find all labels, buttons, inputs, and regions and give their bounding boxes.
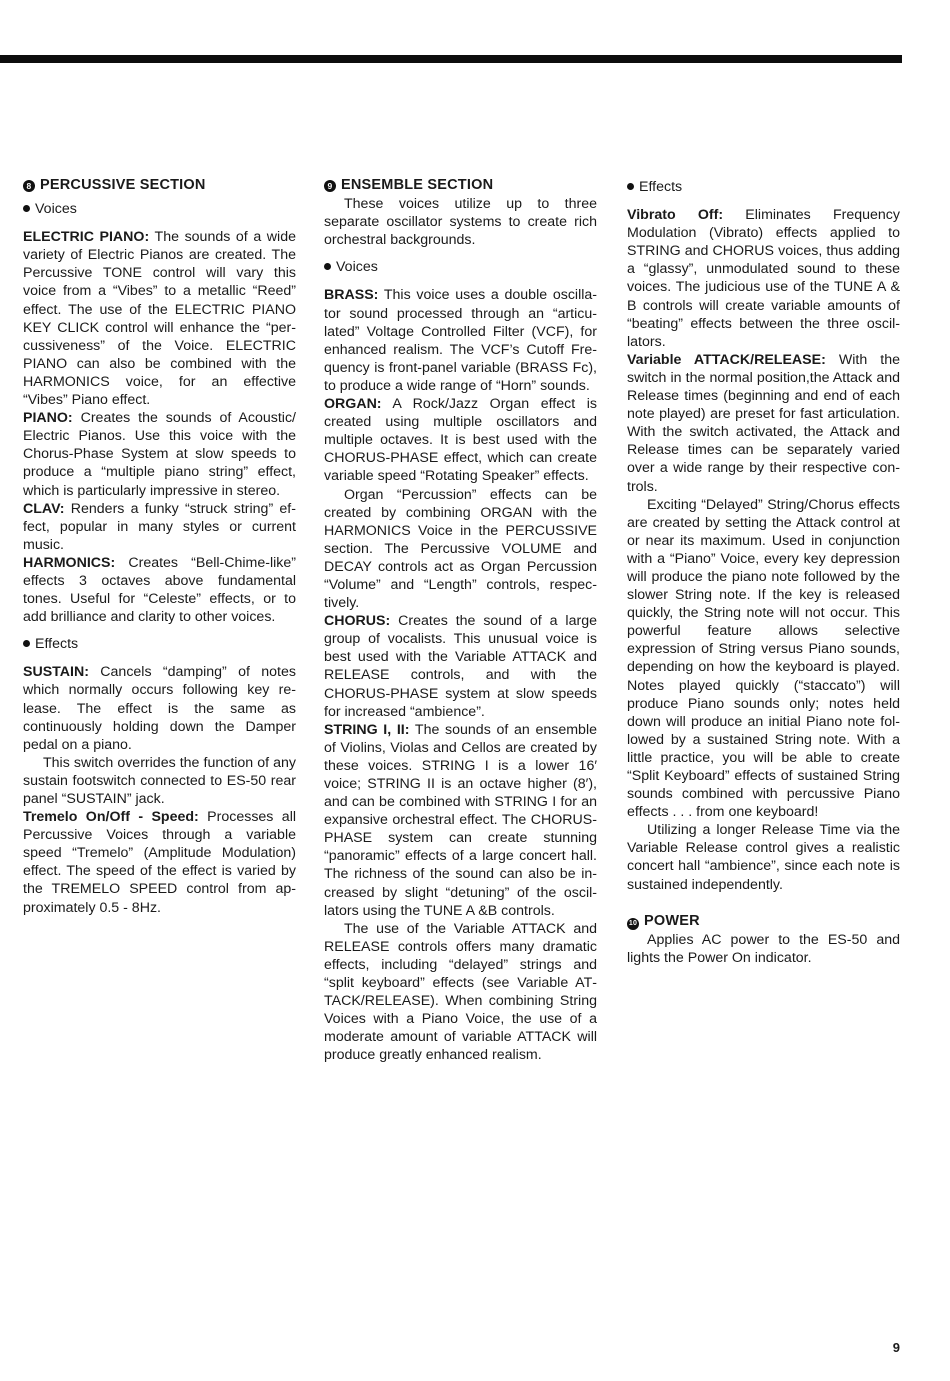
paragraph-vibrato-off: Vibrato Off: Eliminates Frequency Modulation (Vibrato) effects applied to STRING and CHORUS voices, thus adding a “glassy”, unmodulated sound to these voices. The judicious use of the TUNE A & B controls will create variable amounts of “beating” effects between the three oscillators.: [627, 207, 900, 350]
term-piano: PIANO:: [23, 410, 73, 427]
voices-heading: Voices: [23, 200, 296, 218]
paragraph-tremelo: Tremelo On/Off - Speed: Processes all Percussive Voices through a variable speed “Tremelo” (Amplitude Modulation) effect. The speed of the effect is varied by the TREMELO SPEED control from approximately 0.5 - 8Hz.: [23, 809, 296, 916]
paragraph-string-attack: The use of the Variable ATTACK and RELEASE controls offers many dramatic effects, including “delayed” strings and “split keyboard” effects (see Variable ATTACK/RELEASE). When combining String Voices with a Piano Voice, the use of a moderate amount of variable ATTACK will produce greatly enhanced realism.: [324, 920, 597, 1064]
paragraph-sustain-note: This switch overrides the function of any sustain footswitch connected to ES-50 rear panel “SUSTAIN” jack.: [23, 754, 296, 807]
paragraph-harmonics: HARMONICS: Creates “Bell-Chime-like” effects 3 octaves above fundamental tones. Useful for “Celeste” effects, or to add brilliance and clarity to other voices.: [23, 554, 296, 626]
paragraph-delayed-effects: Exciting “Delayed” String/Chorus effects are created by setting the Attack control at or near its maximum. Used in conjunction with a “Piano” Voice, every key depression will produce the piano note followed by the slower String note. If the key is released quickly, the String note will not occur. This powerful feature allows selective expression of String versus Piano sounds, depending on how the keyboard is played. Notes played quickly (“staccato”) will produce Piano sounds only; notes held down will produce an initial Piano note followed by a sustained String note. With a little practice, you will be able to create “Split Keyboard” effects of sustained String sounds combined with percussive Piano effects . . . from one keyboard!: [627, 496, 900, 821]
term-electric-piano: ELECTRIC PIANO:: [23, 229, 150, 246]
section-title-ensemble: 9 ENSEMBLE SECTION: [324, 176, 597, 194]
paragraph-variable-attack-release: Variable ATTACK/RELEASE: With the switch in the normal position,the Attack and Release times (beginning and end of each note played) are preset for fast articulation. With the switch activated, the Attack and Release times can be separately varied over a wide range by their respective controls.: [627, 351, 900, 495]
bullet-icon: [23, 640, 30, 647]
paragraph-release-time: Utilizing a longer Release Time via the Variable Release control gives a realistic concert hall “ambience”, since each note is sustained independently.: [627, 822, 900, 893]
effects-heading: Effects: [23, 635, 296, 653]
bullet-icon: [23, 205, 30, 212]
term-chorus: CHORUS:: [324, 613, 391, 630]
paragraph-organ-percussion: Organ “Percussion” effects can be created by combining ORGAN with the HARMONICS Voice in the PERCUSSIVE section. The Percussive VOLUME and DECAY controls act as Organ Percussion “Volume” and “Length” controls, respectively.: [324, 486, 597, 612]
bullet-icon: [324, 263, 331, 270]
effects-heading: Effects: [627, 178, 900, 196]
paragraph-chorus: CHORUS: Creates the sound of a large group of vocalists. This unusual voice is best used with the Variable ATTACK and RELEASE controls, and with the CHORUS-PHASE system at slow speeds for increased “ambience”.: [324, 613, 597, 720]
paragraph-brass: BRASS: This voice uses a double oscillator sound processed through an “articulated” Voltage Controlled Filter (VCF), for enhanced realism. The VCF’s Cutoff Frequency is front-panel variable (BRASS Fc), to produce a wide range of “Horn” sounds.: [324, 287, 597, 394]
term-clav: CLAV:: [23, 500, 65, 517]
paragraph-string: STRING I, II: The sounds of an ensemble of Violins, Violas and Cellos are created by these voices. STRING I is a lower 16′ voice; STRING II is an octave higher (8′), and can be combined with STRING I for an expansive orchestral effect. The CHORUS-PHASE system can create stunning “panoramic” effects of a large concert hall. The richness of the sound can also be increased by slight “detuning” of the oscillators using the TUNE A &B controls.: [324, 721, 597, 919]
paragraph-ensemble-intro: These voices utilize up to three separate oscillator systems to create rich orchestral backgrounds.: [324, 196, 597, 249]
column-ensemble: [324, 176, 597, 1065]
paragraph-piano: PIANO: Creates the sounds of Acoustic/ Electric Pianos. Use this voice with the Chorus-Phase System at slow speeds to produce a “multiple piano string” effect, which is particularly impressive in stereo.: [23, 410, 296, 499]
column-percussive: [23, 176, 296, 917]
term-tremelo: Tremelo On/Off - Speed:: [23, 809, 199, 826]
paragraph-organ: ORGAN: A Rock/Jazz Organ effect is created using multiple oscillators and multiple octaves. It is best used with the CHORUS-PHASE effect, which can create variable speed “Rotating Speaker” effects.: [324, 396, 597, 485]
term-harmonics: HARMONICS:: [23, 554, 116, 571]
bullet-icon: [627, 183, 634, 190]
section-number-badge: 8: [23, 180, 35, 192]
section-number-badge: 10: [627, 918, 639, 930]
term-string: STRING I, II:: [324, 721, 410, 738]
term-brass: BRASS:: [324, 287, 379, 304]
term-vibrato-off: Vibrato Off:: [627, 207, 724, 224]
term-organ: ORGAN:: [324, 396, 382, 413]
term-sustain: SUSTAIN:: [23, 664, 89, 681]
page-number: 9: [892, 1340, 900, 1355]
voices-heading: Voices: [324, 258, 597, 276]
top-rule: [0, 55, 902, 63]
paragraph-power: Applies AC power to the ES-50 and lights the Power On indicator.: [627, 931, 900, 966]
section-title-power: 10 POWER: [628, 912, 700, 929]
paragraph-sustain: SUSTAIN: Cancels “damping” of notes which normally occurs following key release. The effect is the same as continuously holding down the Damper pedal on a piano.: [23, 664, 296, 753]
paragraph-electric-piano: ELECTRIC PIANO: The sounds of a wide variety of Electric Pianos are created. The Percussive TONE control will vary this voice from a “Vibes” to a metallic “Reed” effect. The use of the ELECTRIC PIANO KEY CLICK control will enhance the “percussiveness” of the Voice. ELECTRIC PIANO can also be combined with the HARMONICS voice, for an effective “Vibes” Piano effect.: [23, 229, 296, 409]
section-number-badge: 9: [324, 180, 336, 192]
term-variable-attack-release: Variable ATTACK/RELEASE:: [627, 351, 826, 368]
section-title-percussive: 8 PERCUSSIVE SECTION: [23, 176, 296, 194]
column-effects: [627, 176, 900, 967]
paragraph-clav: CLAV: Renders a funky “struck string” effect, popular in many styles or current music.: [23, 500, 296, 553]
